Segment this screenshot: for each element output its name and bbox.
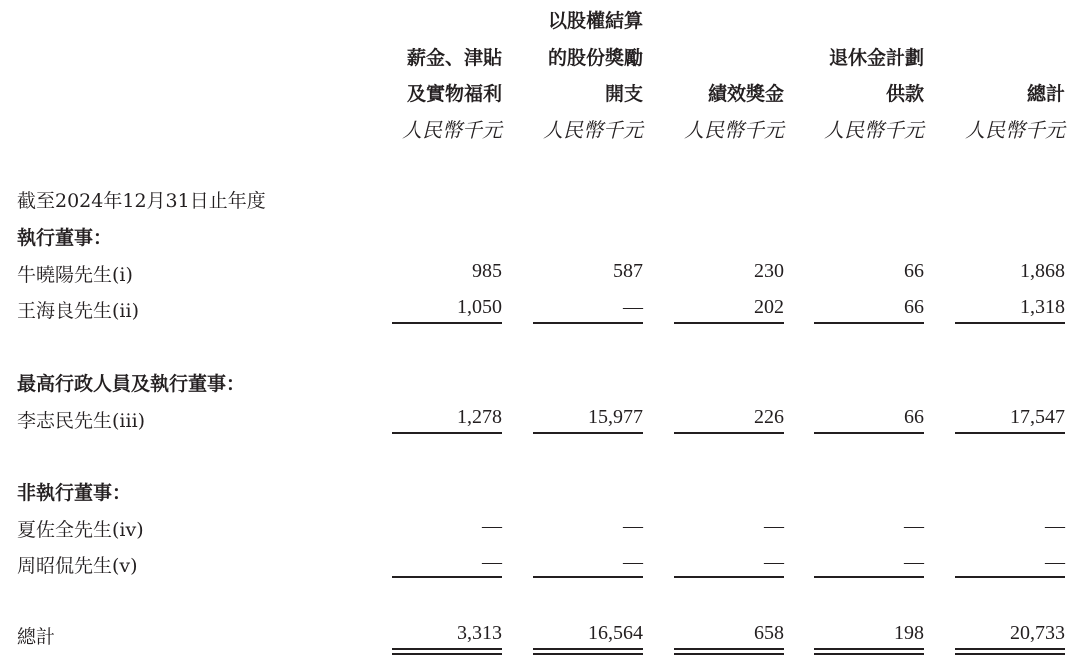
total-double-rule (814, 648, 924, 655)
subtotal-rule (674, 576, 784, 578)
total-cell: 198 (894, 622, 924, 644)
row-name: 周昭侃先生(v) (17, 555, 138, 577)
section-ceo-executive: 最高行政人員及執行董事： (17, 373, 246, 395)
subtotal-rule (674, 322, 784, 324)
subtotal-rule (814, 576, 924, 578)
cell: 202 (754, 296, 784, 318)
subtotal-rule (392, 322, 502, 324)
subtotal-rule (955, 576, 1065, 578)
subtotal-rule (674, 432, 784, 434)
cell: — (1045, 515, 1065, 537)
subtotal-rule (392, 576, 502, 578)
col1-header-line3: 及實物福利 (406, 83, 502, 105)
row-name: 牛曉陽先生(i) (17, 264, 133, 286)
col1-unit: 人民幣千元 (402, 118, 502, 142)
cell: 66 (904, 296, 924, 318)
col2-header-line3: 開支 (604, 83, 643, 105)
subtotal-rule (955, 322, 1065, 324)
subtotal-rule (392, 432, 502, 434)
col4-header-line3: 供款 (885, 83, 924, 105)
cell: — (904, 551, 924, 573)
cell: 985 (472, 260, 502, 282)
cell: — (623, 515, 643, 537)
total-cell: 16,564 (588, 622, 643, 644)
col4-unit: 人民幣千元 (824, 118, 924, 142)
col5-header: 總計 (1026, 83, 1065, 105)
total-double-rule (392, 648, 502, 655)
row-name: 夏佐全先生(iv) (17, 519, 144, 541)
period-label: 截至2024年12月31日止年度 (17, 190, 266, 212)
subtotal-rule (533, 432, 643, 434)
total-double-rule (955, 648, 1065, 655)
cell: 230 (754, 260, 784, 282)
section-non-executive: 非執行董事： (17, 482, 132, 504)
col2-header-line2: 的股份獎勵 (547, 47, 643, 69)
cell: — (1045, 551, 1065, 573)
cell: 587 (613, 260, 643, 282)
col3-header: 績效獎金 (707, 83, 784, 105)
section-executive: 執行董事： (17, 227, 113, 249)
total-double-rule (674, 648, 784, 655)
cell: 66 (904, 260, 924, 282)
subtotal-rule (533, 322, 643, 324)
total-cell: 3,313 (457, 622, 502, 644)
cell: 1,050 (457, 296, 502, 318)
subtotal-rule (814, 432, 924, 434)
col3-unit: 人民幣千元 (684, 118, 784, 142)
col2-header-line1: 以股權結算 (547, 10, 643, 32)
col1-header-line2: 薪金、津貼 (406, 47, 502, 69)
cell: — (764, 551, 784, 573)
row-name: 王海良先生(ii) (17, 300, 139, 322)
cell: — (904, 515, 924, 537)
col2-unit: 人民幣千元 (543, 118, 643, 142)
subtotal-rule (814, 322, 924, 324)
cell: — (482, 515, 502, 537)
cell: 17,547 (1010, 406, 1065, 428)
cell: 1,278 (457, 406, 502, 428)
col5-unit: 人民幣千元 (965, 118, 1065, 142)
subtotal-rule (955, 432, 1065, 434)
cell: 1,318 (1020, 296, 1065, 318)
cell: 15,977 (588, 406, 643, 428)
cell: 1,868 (1020, 260, 1065, 282)
cell: — (764, 515, 784, 537)
cell: 66 (904, 406, 924, 428)
cell: 226 (754, 406, 784, 428)
subtotal-rule (533, 576, 643, 578)
total-label: 總計 (17, 626, 56, 648)
cell: — (623, 296, 643, 318)
cell: — (482, 551, 502, 573)
row-name: 李志民先生(iii) (17, 410, 146, 432)
total-cell: 658 (754, 622, 784, 644)
total-cell: 20,733 (1010, 622, 1065, 644)
cell: — (623, 551, 643, 573)
total-double-rule (533, 648, 643, 655)
col4-header-line2: 退休金計劃 (828, 47, 924, 69)
